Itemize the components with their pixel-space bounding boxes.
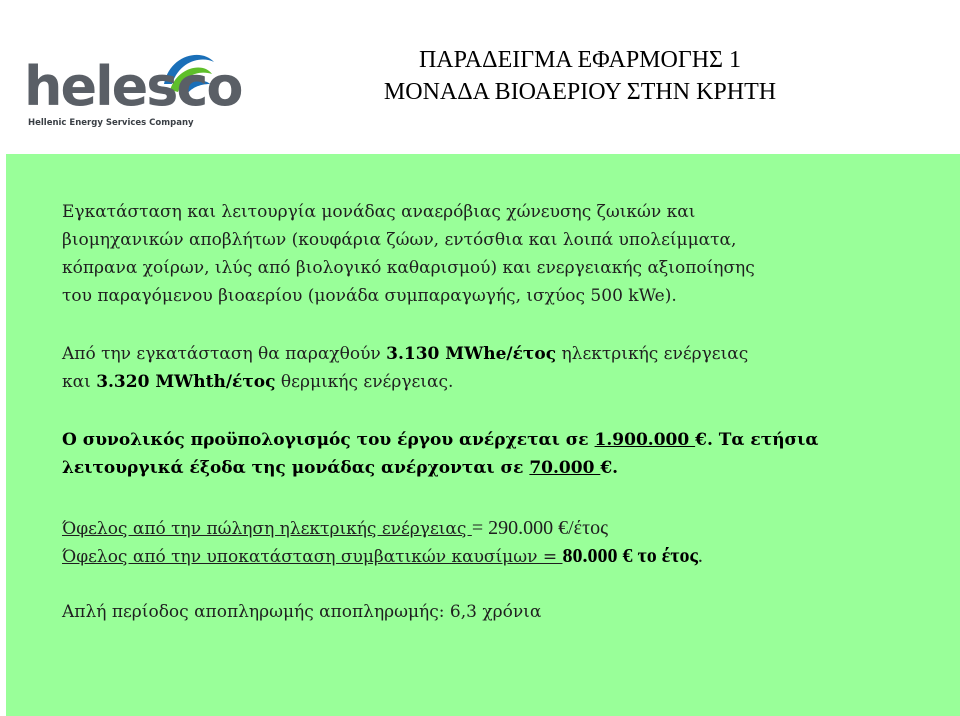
benefit-fuel-label: Όφελος από την υποκατάσταση συμβατικών καυσίμων =: [62, 547, 563, 567]
budget-line-2: [62, 454, 618, 482]
thermal-production-suffix: θερμικής ενέργειας.: [275, 372, 454, 392]
electric-production-suffix: ηλεκτρικής ενέργειας: [556, 344, 749, 364]
title-line-1: ΠΑΡΑΔΕΙΓΜΑ ΕΦΑΡΜΟΓΗΣ 1: [418, 47, 742, 73]
budget-mid: €. Τα ετήσια: [695, 430, 819, 450]
opex-value: 70.000: [529, 458, 601, 478]
intro-line-4: του παραγόμενου βιοαερίου (μονάδα συμπαραγωγής, ισχύος 500 kWe).: [62, 286, 677, 306]
logo-tagline: Hellenic Energy Services Company: [28, 118, 194, 128]
opex-suffix: €.: [600, 458, 619, 478]
intro-line-3: κόπρανα χοίρων, ιλύς από βιολογικό καθαρισμού) και ενεργειακής αξιοποίησης: [62, 258, 755, 278]
helesco-logo: [20, 38, 242, 128]
title-line-2: ΜΟΝΑΔΑ ΒΙΟΑΕΡΙΟΥ ΣΤΗΝ ΚΡΗΤΗ: [383, 79, 777, 105]
budget-prefix: Ο συνολικός προϋπολογισμός του έργου ανέρχεται σε: [62, 430, 595, 450]
budget-value: 1.900.000: [594, 430, 696, 450]
benefit-electric-line: [62, 514, 608, 543]
slide-title: [300, 44, 860, 108]
thermal-production-value: 3.320 MWhth/έτος: [96, 372, 276, 392]
benefit-electric-label: Όφελος από την πώληση ηλεκτρικής ενέργειας: [62, 519, 472, 539]
benefit-fuel-line: [62, 542, 703, 571]
benefit-electric-value: = 290.000 €/έτος: [471, 517, 609, 539]
intro-line-1: Εγκατάσταση και λειτουργία μονάδας αναερόβιας χώνευσης ζωικών και: [62, 202, 696, 222]
benefit-fuel-end: .: [697, 545, 703, 567]
production-line2-prefix: και: [62, 372, 97, 392]
budget-line-1: [62, 426, 818, 454]
content-panel: [6, 154, 960, 716]
benefit-fuel-value: 80.000 € το έτος: [562, 545, 698, 567]
production-prefix: Από την εγκατάσταση θα παραχθούν: [62, 344, 387, 364]
production-line-1: [62, 340, 748, 368]
payback-line: Απλή περίοδος αποπληρωμής αποπληρωμής: 6,3 χρόνια: [62, 602, 542, 622]
logo-wordmark: helesco: [24, 55, 242, 118]
electric-production-value: 3.130 MWhe/έτος: [386, 344, 557, 364]
intro-line-2: βιομηχανικών αποβλήτων (κουφάρια ζώων, εντόσθια και λοιπά υπολείμματα,: [62, 230, 737, 250]
opex-prefix: λειτουργικά έξοδα της μονάδας ανέρχονται σε: [62, 458, 530, 478]
production-line-2: [62, 368, 453, 396]
